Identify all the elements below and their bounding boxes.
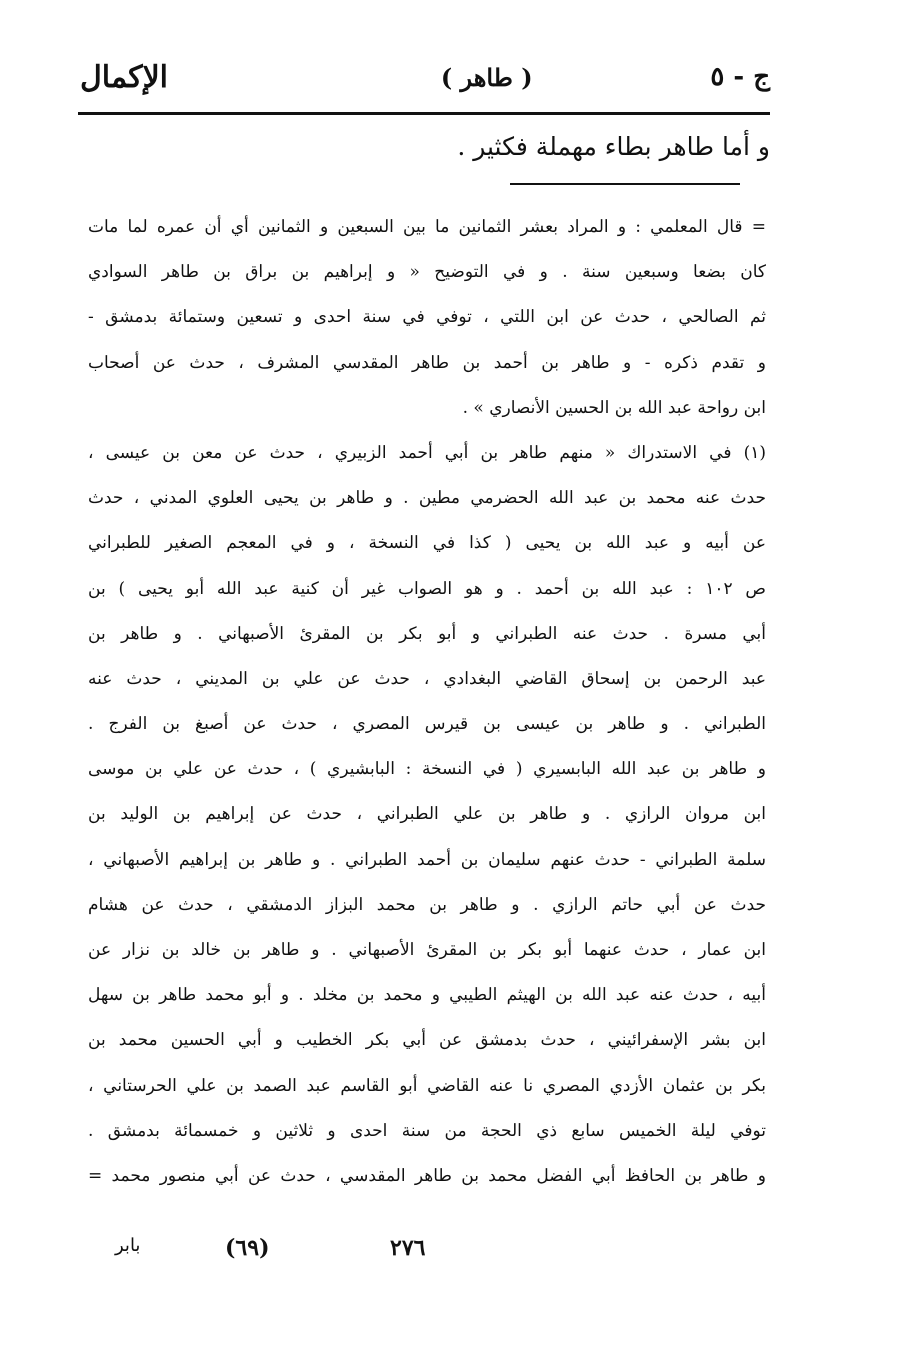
footnote-separator xyxy=(510,183,740,185)
footnote-line: بكر بن عثمان الأزدي المصري نا عنه القاضي أبو القاسم عبد الصمد بن علي الحرستاني ، xyxy=(88,1075,766,1096)
footnote-line: عن أبيه و عبد الله بن يحيى ( كذا في النسخة ، و في المعجم الصغير للطبراني xyxy=(88,533,766,554)
volume-label: ج - ٥ xyxy=(710,62,770,92)
footnote-line: و طاهر بن عبد الله البابسيري ( في النسخة : البابشيري ) ، حدث عن علي بن موسى xyxy=(88,759,766,780)
footnote-line: ابن رواحة عبد الله بن الحسين الأنصاري » . xyxy=(462,397,766,418)
footnote-line: سلمة الطبراني - حدث عنهم سليمان بن أحمد الطبراني . و طاهر بن إبراهيم الأصبهاني ، xyxy=(88,849,766,870)
footnote-line: (١) في الاستدراك « منهم طاهر بن أبي أحمد الزبيري ، حدث عن معن بن عيسى ، xyxy=(88,442,766,463)
footnote-line: ابن مروان الرازي . و طاهر بن علي الطبراني ، حدث عن إبراهيم بن الوليد بن xyxy=(88,804,766,825)
page-footer xyxy=(0,1235,920,1275)
book-title: الإكمال xyxy=(80,59,169,95)
footnote-line: أبيه ، حدث عنه عبد الله بن الهيثم الطيبي و محمد بن مخلد . و أبو محمد طاهر بن سهل xyxy=(88,985,766,1006)
footnote-line: عبد الرحمن بن إسحاق القاضي البغدادي ، حدث عن علي بن المديني ، حدث عنه xyxy=(88,668,766,689)
signature-mark: (٦٩) xyxy=(225,1235,270,1261)
running-header xyxy=(80,52,770,102)
footnote-line: ثم الصالحي ، حدث عن ابن اللتي ، توفي في سنة احدى و تسعين وستمائة بدمشق - xyxy=(88,307,766,328)
footnote-line: كان بضعا وسبعين سنة . و في التوضيح « و إبراهيم بن براق بن طاهر السوادي xyxy=(88,262,766,283)
footnote-line: ابن بشر الإسفرائيني ، حدث بدمشق عن أبي بكر الخطيب و أبي الحسين محمد بن xyxy=(88,1030,766,1051)
footnote-line: حدث عن أبي حاتم الرازي . و طاهر بن محمد البزاز الدمشقي ، حدث عن هشام xyxy=(88,894,766,915)
footnote-line: = قال المعلمي : و المراد بعشر الثمانين ما بين السبعين و الثمانين أي أن عمره لما مات xyxy=(88,217,766,237)
footnote-line: ص ١٠٢ : عبد الله بن أحمد . و هو الصواب غير أن كنية عبد الله أبو يحيى ) بن xyxy=(88,578,766,599)
footnote-line: أبي مسرة . حدث عنه الطبراني و أبو بكر بن المقرئ الأصبهاني . و طاهر بن xyxy=(88,623,766,644)
printer-code: بابر xyxy=(115,1235,141,1256)
footnote-line: حدث عنه محمد بن عبد الله الحضرمي مطين . و طاهر بن يحيى العلوي المدني ، حدث xyxy=(88,488,766,509)
entry-heading: ( طاهر ) xyxy=(440,62,533,92)
footnote-line: الطبراني . و طاهر بن عيسى بن قيرس المصري ، حدث عن أصبغ بن الفرج . xyxy=(88,714,766,735)
footnote-line: ابن عمار ، حدث عنهما أبو بكر بن المقرئ الأصبهاني . و طاهر بن خالد بن نزار عن xyxy=(88,940,766,960)
main-text: و أما طاهر بطاء مهملة فكثير . xyxy=(457,132,770,161)
header-rule xyxy=(78,112,770,115)
footnote-line: توفي ليلة الخميس سابع ذي الحجة من سنة احدى و ثلاثين و خمسمائة بدمشق . xyxy=(88,1120,766,1141)
footnote-line: و طاهر بن الحافظ أبي الفضل محمد بن طاهر المقدسي ، حدث عن أبي منصور محمد = xyxy=(88,1165,766,1186)
footnotes xyxy=(88,205,766,1199)
page-number: ٢٧٦ xyxy=(390,1235,426,1261)
footnote-line: و تقدم ذكره - و طاهر بن أحمد بن طاهر المقدسي المشرف ، حدث عن أصحاب xyxy=(88,352,766,373)
